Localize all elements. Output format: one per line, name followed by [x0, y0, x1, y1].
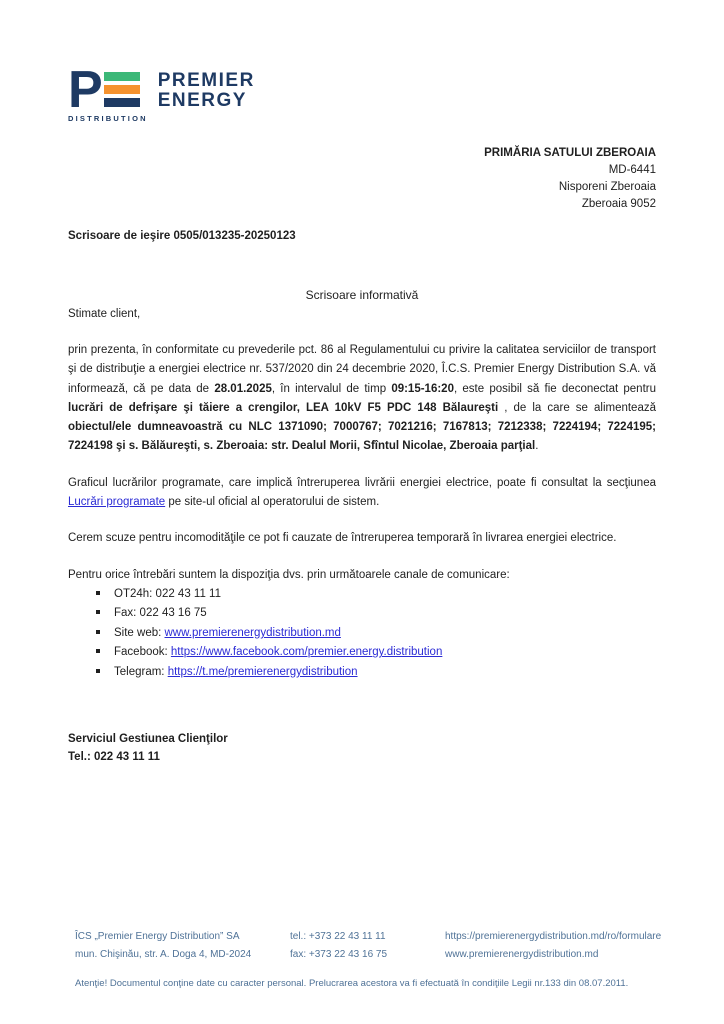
channel-label: Facebook:: [114, 646, 171, 659]
signature-department: Serviciul Gestiunea Clienţilor: [68, 733, 228, 746]
logo-bar-navy: [104, 98, 140, 107]
disconnection-time-interval: 09:15-16:20: [391, 382, 454, 395]
logo-premier-label: PREMIER: [157, 70, 255, 91]
website-link[interactable]: www.premierenergydistribution.md: [164, 626, 341, 639]
personal-data-notice: Atenţie! Documentul conţine date cu caracter personal. Prelucrarea acestora va fi efectuată în condiţiile Legii nr.133 din 08.07.2011.: [75, 978, 629, 989]
footer-tel: tel.: +373 22 43 11 11: [290, 931, 386, 942]
list-item-fax: [68, 604, 656, 624]
logo-energy-label: ENERGY: [157, 90, 247, 111]
paragraph-disconnection-notice: prin prezenta, în conformitate cu prevederile pct. 86 al Regulamentului cu privire la calitatea serviciilor de transport şi de distribuţie a energiei electrice nr. 537/2020 din 24 decembrie 2020, Î.C.S. Premier Energy Distribution S.A. vă informează, că pe data de 28.01.2025, în intervalul de timp 09:15-16:20, este posibil să fie deconectat pentru lucrări de defrişare şi tăiere a crengilor, LEA 10kV F5 PDC 148 Bălaureşti , de la care se alimentează obiectul/ele dumneavoastră cu NLC 1371090; 7000767; 7021216; 7167813; 7212338; 7224194; 7224195; 7224198 şi s. Bălăureşti, s. Zberoaia: str. Dealul Morii, Sfîntul Nicolae, Zberoaia parţial.: [68, 344, 656, 453]
affected-objects: obiectul/ele dumneavoastră cu NLC 1371090; 7000767; 7021216; 7167813; 7212338; 7224194; 7224195; 7224198 şi s. Bălăureşti, s. Zberoaia: str. Dealul Morii, Sfîntul Nicolae, Zberoaia parţial: [68, 421, 656, 453]
recipient-locality: Zberoaia 9052: [581, 198, 656, 210]
telegram-link[interactable]: https://t.me/premierenergydistribution: [167, 665, 358, 678]
square-bullet-icon: [96, 669, 100, 673]
channel-label: Telegram:: [114, 665, 168, 678]
footer-website-url: www.premierenergydistribution.md: [445, 949, 599, 960]
signature-block: [68, 730, 656, 766]
footer-forms-url: https://premierenergydistribution.md/ro/formulare: [445, 931, 662, 942]
facebook-link[interactable]: https://www.facebook.com/premier.energy.distribution: [170, 646, 443, 659]
recipient-name: PRIMĂRIA SATULUI ZBEROAIA: [484, 147, 656, 159]
list-item-website: [68, 624, 656, 644]
recipient-block: [68, 145, 656, 213]
works-description: lucrări de defrişare şi tăiere a crengilor, LEA 10kV F5 PDC 148 Bălaureşti: [68, 401, 499, 414]
paragraph-apology: Cerem scuze pentru incomodităţile ce pot fi cauzate de întreruperea temporară în livrarea energiei electrice.: [68, 532, 617, 545]
square-bullet-icon: [96, 591, 100, 595]
square-bullet-icon: [96, 630, 100, 634]
logo-distribution-label: DISTRIBUTION: [68, 114, 148, 123]
list-item-facebook: [68, 643, 656, 663]
square-bullet-icon: [96, 610, 100, 614]
channel-label: Fax: 022 43 16 75: [114, 607, 207, 620]
notice-intro-text: prin prezenta, în conformitate cu prevederile pct. 86 al Regulamentului cu privire la calitatea serviciilor de transport şi de distribuţie a energiei electrice nr. 537/2020 din 24 decembrie 2020, Î.C.S. Premier Energy Distribution S.A. vă informează, că pe data de: [68, 344, 656, 395]
contact-channels-list: [68, 585, 656, 683]
salutation: Stimate client,: [68, 308, 141, 320]
outgoing-letter-reference: Scrisoare de ieşire 0505/013235-20250123: [68, 230, 296, 242]
recipient-district: Nisporeni Zberoaia: [558, 181, 656, 193]
scheduled-works-link[interactable]: Lucrări programate: [68, 496, 166, 509]
page-footer: [75, 928, 684, 964]
company-logo: [68, 61, 268, 123]
logo-bar-orange: [104, 85, 140, 94]
recipient-postal-code: MD-6441: [608, 164, 656, 176]
letter-title: Scrisoare informativă: [305, 288, 419, 302]
square-bullet-icon: [96, 649, 100, 653]
logo-p-letter: P: [68, 61, 101, 119]
signature-phone: Tel.: 022 43 11 11: [68, 751, 160, 764]
channel-label: Site web:: [114, 626, 165, 639]
channel-label: OT24h: 022 43 11 11: [114, 587, 221, 600]
list-item-telegram: [68, 663, 656, 683]
logo-e-bars-icon: [104, 72, 140, 111]
list-item-ot24h: [68, 585, 656, 605]
footer-company-address: mun. Chişinău, str. A. Doga 4, MD-2024: [75, 949, 252, 960]
footer-fax: fax: +373 22 43 16 75: [290, 949, 388, 960]
paragraph-schedule: Graficul lucrărilor programate, care implică întreruperea livrării energiei electrice, poate fi consultat la secţiunea Lucrări programate pe site-ul oficial al operatorului de sistem.: [68, 476, 656, 509]
footer-company-name: ÎCS „Premier Energy Distribution” SA: [75, 931, 240, 942]
logo-bar-green: [104, 72, 140, 81]
disconnection-date: 28.01.2025: [214, 382, 272, 395]
paragraph-contact-intro: Pentru orice întrebări suntem la dispoziţia dvs. prin următoarele canale de comunicare:: [68, 568, 510, 581]
